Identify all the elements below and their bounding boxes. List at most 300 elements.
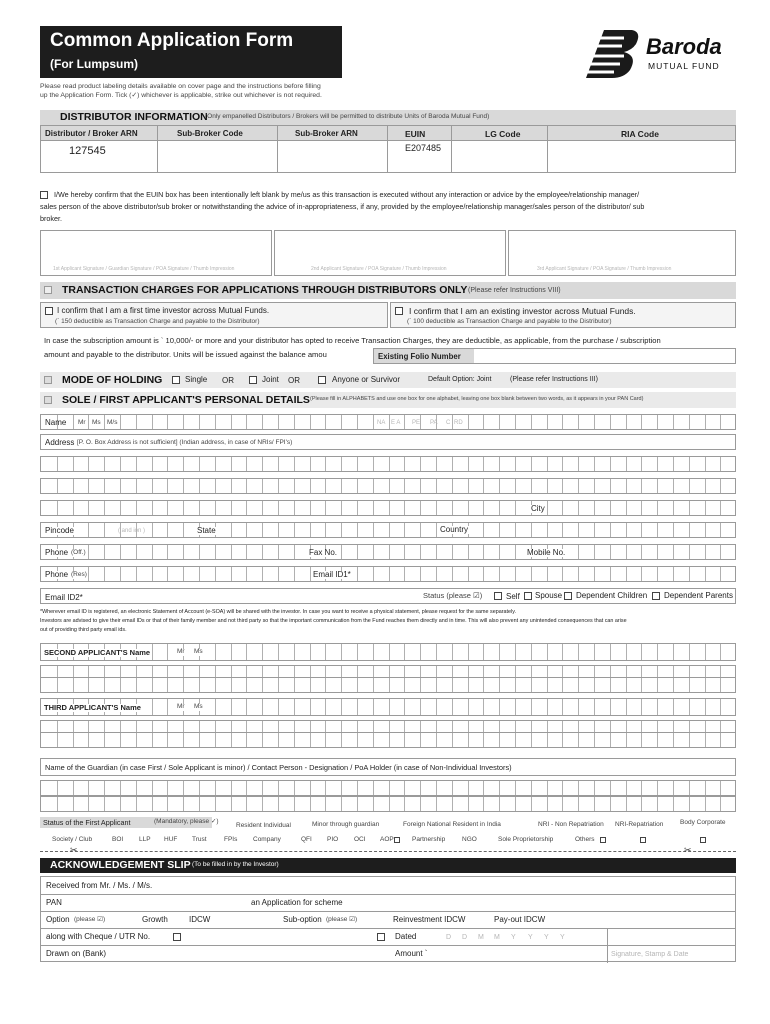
char-box-divider (657, 678, 658, 692)
char-box-divider (104, 523, 105, 537)
char-box-divider (183, 797, 184, 811)
char-box-divider (136, 545, 137, 559)
name-label: Name (45, 418, 67, 427)
second-applicant-grid-3[interactable] (40, 677, 736, 693)
char-box-divider (689, 501, 690, 515)
char-box-divider (294, 523, 295, 537)
guardian-grid-2[interactable] (40, 796, 736, 812)
scissor-icon-left: ✂ (70, 845, 78, 855)
char-box-divider (562, 644, 563, 660)
scissor-icon-right: ✂ (684, 845, 692, 855)
char-box-divider (705, 479, 706, 493)
char-box-divider (594, 479, 595, 493)
char-box-divider (152, 797, 153, 811)
status-aop-checkbox[interactable] (394, 837, 400, 843)
char-box-divider (373, 699, 374, 715)
phone-off-grid[interactable] (40, 544, 736, 560)
phone-res-label: Phone (45, 570, 69, 579)
char-box-divider (246, 457, 247, 471)
char-box-divider (341, 523, 342, 537)
char-box-divider (610, 457, 611, 471)
char-box-divider (136, 501, 137, 515)
char-box-divider (325, 479, 326, 493)
char-box-divider (120, 567, 121, 581)
char-box-divider (626, 678, 627, 692)
char-box-divider (689, 479, 690, 493)
char-box-divider (389, 457, 390, 471)
or-label-2: OR (288, 376, 300, 385)
city-label: City (531, 504, 545, 513)
char-box-divider (215, 415, 216, 429)
char-box-divider (325, 644, 326, 660)
char-box-divider (499, 415, 500, 429)
char-box-divider (231, 797, 232, 811)
char-box-divider (199, 479, 200, 493)
char-box-divider (325, 781, 326, 795)
status-others-checkbox[interactable] (600, 837, 606, 843)
char-box-divider (246, 733, 247, 747)
char-box-divider (246, 699, 247, 715)
char-box-divider (673, 415, 674, 429)
distributor-table (40, 125, 736, 173)
char-box-divider (641, 699, 642, 715)
char-box-divider (215, 644, 216, 660)
char-box-divider (547, 699, 548, 715)
char-box-divider (262, 678, 263, 692)
ack-amount: Amount ` (395, 949, 428, 958)
char-box-divider (420, 781, 421, 795)
char-box-divider (499, 523, 500, 537)
char-box-divider (436, 699, 437, 715)
char-box-divider (657, 523, 658, 537)
char-box-divider (404, 797, 405, 811)
char-box-divider (594, 678, 595, 692)
char-box-divider (673, 501, 674, 515)
char-box-divider (594, 797, 595, 811)
char-box-divider (294, 457, 295, 471)
char-box-divider (278, 501, 279, 515)
euin-declaration-checkbox[interactable] (40, 191, 48, 199)
char-box-divider (278, 678, 279, 692)
address-grid-1[interactable] (40, 456, 736, 472)
char-box-divider (594, 545, 595, 559)
char-box-divider (373, 781, 374, 795)
second-applicant-grid-1[interactable] (40, 643, 736, 661)
char-box-divider (673, 678, 674, 692)
char-box-divider (246, 644, 247, 660)
char-box-divider (325, 457, 326, 471)
pincode-grid[interactable] (40, 522, 736, 538)
status-oci: OCI (354, 836, 366, 843)
char-box-divider (673, 567, 674, 581)
char-box-divider (499, 479, 500, 493)
char-box-divider (689, 678, 690, 692)
char-box-divider (610, 415, 611, 429)
char-box-divider (705, 457, 706, 471)
email2-row[interactable] (40, 588, 736, 604)
char-box-divider (325, 523, 326, 537)
char-box-divider (88, 567, 89, 581)
char-box-divider (152, 457, 153, 471)
char-box-divider (88, 479, 89, 493)
char-box-divider (626, 733, 627, 747)
char-box-divider (262, 523, 263, 537)
char-box-divider (515, 523, 516, 537)
char-box-divider (420, 678, 421, 692)
char-box-divider (325, 501, 326, 515)
char-box-divider (294, 678, 295, 692)
char-box-divider (152, 523, 153, 537)
name-faint-1: NA (377, 420, 386, 426)
signature-box-second[interactable] (274, 230, 506, 276)
char-box-divider (562, 457, 563, 471)
existing-note: (` 100 deductible as Transaction Charge and payable to the Distributor) (407, 318, 612, 325)
char-box-divider (404, 781, 405, 795)
status-others: Others (575, 836, 595, 843)
char-box-divider (294, 545, 295, 559)
char-box-divider (373, 678, 374, 692)
distributor-title: DISTRIBUTOR INFORMATION (60, 111, 208, 123)
char-box-divider (404, 457, 405, 471)
char-box-divider (673, 699, 674, 715)
mobile-label: Mobile No. (527, 548, 566, 557)
char-box-divider (167, 797, 168, 811)
char-box-divider (357, 733, 358, 747)
char-box-divider (294, 644, 295, 660)
third-applicant-label: THIRD APPLICANT'S Name (44, 703, 141, 712)
char-box-divider (515, 501, 516, 515)
char-box-divider (705, 699, 706, 715)
char-box-divider (705, 733, 706, 747)
char-box-divider (73, 797, 74, 811)
char-box-divider (357, 415, 358, 429)
phone-res-sub: (Res) (71, 571, 87, 578)
status-foreign: Foreign National Resident in India (403, 821, 501, 828)
first-time-note: (` 150 deductible as Transaction Charge and payable to the Distributor) (55, 318, 260, 325)
char-box-divider (578, 523, 579, 537)
char-box-divider (705, 567, 706, 581)
char-box-divider (626, 415, 627, 429)
arn-value[interactable]: 127545 (69, 145, 106, 157)
country-label: Country (440, 525, 469, 534)
char-box-divider (720, 523, 721, 537)
char-box-divider (278, 644, 279, 660)
email-note-line-2: Investors are advised to give their email IDs or that of their family member and not third party so that the important communication from the Fund reaches them directly and in time. This will also prevent any unintended consequences that can arise (40, 618, 627, 624)
char-box-divider (689, 523, 690, 537)
status-fpis: FPIs (224, 836, 238, 843)
char-box-divider (705, 678, 706, 692)
phone-off-sub: (Off.) (71, 549, 86, 556)
dep-children-checkbox[interactable] (564, 592, 572, 600)
name-grid[interactable] (40, 414, 736, 430)
char-box-divider (468, 678, 469, 692)
char-box-divider (104, 678, 105, 692)
char-box-divider (57, 479, 58, 493)
char-box-divider (610, 781, 611, 795)
char-box-divider (152, 567, 153, 581)
char-box-divider (183, 678, 184, 692)
char-box-divider (262, 501, 263, 515)
status-pio: PIO (327, 836, 339, 843)
char-box-divider (389, 567, 390, 581)
char-box-divider (641, 797, 642, 811)
char-box-divider (452, 479, 453, 493)
char-box-divider (57, 781, 58, 795)
second-ms: Ms (194, 648, 203, 655)
euin-decl-line-3: broker. (40, 214, 62, 223)
default-option: Default Option: Joint (428, 376, 492, 383)
status-ngo: NGO (462, 836, 477, 843)
char-box-divider (499, 644, 500, 660)
existing-folio-box[interactable] (373, 348, 736, 364)
char-box-divider (246, 781, 247, 795)
char-box-divider (468, 479, 469, 493)
ack-cheque-checkbox[interactable] (173, 933, 181, 941)
char-box-divider (104, 545, 105, 559)
char-box-divider (531, 479, 532, 493)
ack-date-m1: M (478, 934, 484, 941)
euin-decl-line-2: sales person of the above distributor/sub broker or notwithstanding the advice of in-appropriateness, if any, provided by the employee/relationship manager/sales person of the distributor/ sub (40, 202, 645, 211)
char-box-divider (183, 733, 184, 747)
char-box-divider (578, 699, 579, 715)
char-box-divider (641, 523, 642, 537)
char-box-divider (594, 644, 595, 660)
applicant-band-checkbox[interactable] (44, 396, 52, 404)
joint-checkbox[interactable] (249, 376, 257, 384)
char-box-divider (294, 567, 295, 581)
char-box-divider (705, 523, 706, 537)
char-box-divider (578, 479, 579, 493)
ack-received: Received from Mr. / Ms. / M/s. (46, 881, 153, 890)
char-box-divider (246, 797, 247, 811)
status-extra-checkbox[interactable] (700, 837, 706, 843)
char-box-divider (215, 501, 216, 515)
char-box-divider (262, 781, 263, 795)
char-box-divider (515, 644, 516, 660)
applicant-title: SOLE / FIRST APPLICANT'S PERSONAL DETAILS (62, 394, 310, 406)
char-box-divider (294, 781, 295, 795)
char-box-divider (657, 699, 658, 715)
dep-parents-label: Dependent Parents (664, 591, 733, 600)
char-box-divider (578, 457, 579, 471)
char-box-divider (88, 781, 89, 795)
char-box-divider (120, 457, 121, 471)
instructions-line-2: up the Application Form. Tick (✓) whichever is applicable, strike out whichever is not required. (40, 92, 322, 99)
char-box-divider (73, 479, 74, 493)
char-box-divider (341, 415, 342, 429)
signature-first-label: 1st Applicant Signature / Guardian Signature / POA Signature / Thumb Impression (53, 266, 235, 272)
char-box-divider (578, 644, 579, 660)
char-box-divider (73, 733, 74, 747)
status-please: Status (please ☑) (423, 591, 483, 600)
char-box-divider (231, 678, 232, 692)
char-box-divider (215, 567, 216, 581)
char-box-divider (341, 797, 342, 811)
char-box-divider (547, 678, 548, 692)
char-box-divider (499, 733, 500, 747)
char-box-divider (278, 733, 279, 747)
char-box-divider (657, 545, 658, 559)
char-box-divider (720, 699, 721, 715)
char-box-divider (483, 797, 484, 811)
char-box-divider (641, 644, 642, 660)
ack-suboption: Sub-option (283, 915, 322, 924)
char-box-divider (310, 567, 311, 581)
name-faint-5: C (446, 420, 451, 426)
address-label-row (40, 434, 736, 450)
char-box-divider (294, 797, 295, 811)
address-grid-2[interactable] (40, 478, 736, 494)
char-box-divider (531, 797, 532, 811)
third-applicant-grid-1[interactable] (40, 698, 736, 716)
char-box-divider (420, 545, 421, 559)
third-applicant-grid-3[interactable] (40, 732, 736, 748)
self-checkbox[interactable] (494, 592, 502, 600)
ack-dated-checkbox[interactable] (377, 933, 385, 941)
char-box-divider (420, 699, 421, 715)
status-partnership: Partnership (412, 836, 446, 843)
char-box-divider (515, 797, 516, 811)
char-box-divider (278, 699, 279, 715)
address-grid-3[interactable] (40, 500, 736, 516)
char-box-divider (341, 781, 342, 795)
pincode-faint: ( and ion ) (118, 528, 146, 534)
form-title-block (40, 26, 342, 78)
char-box-divider (515, 678, 516, 692)
distributor-band (40, 110, 736, 125)
status-body-corporate-checkbox[interactable] (640, 837, 646, 843)
char-box-divider (420, 457, 421, 471)
char-box-divider (167, 457, 168, 471)
char-box-divider (294, 415, 295, 429)
spouse-checkbox[interactable] (524, 592, 532, 600)
char-box-divider (578, 545, 579, 559)
col-arn: Distributor / Broker ARN (45, 129, 138, 138)
existing-checkbox[interactable] (395, 307, 403, 315)
char-box-divider (673, 797, 674, 811)
char-box-divider (420, 501, 421, 515)
char-box-divider (231, 501, 232, 515)
ack-note: (To be filled in by the Investor) (192, 861, 279, 868)
char-box-divider (73, 415, 74, 429)
signature-box-first[interactable] (40, 230, 272, 276)
char-box-divider (499, 501, 500, 515)
dep-children-label: Dependent Children (576, 591, 648, 600)
char-box-divider (104, 733, 105, 747)
char-box-divider (578, 733, 579, 747)
char-box-divider (357, 567, 358, 581)
baroda-logo-icon (584, 28, 644, 80)
holding-band-checkbox[interactable] (44, 376, 52, 384)
logo-sub: MUTUAL FUND (648, 61, 720, 71)
char-box-divider (610, 733, 611, 747)
logo-name: Baroda (646, 34, 722, 59)
first-time-checkbox[interactable] (45, 307, 53, 315)
char-box-divider (310, 797, 311, 811)
char-box-divider (310, 699, 311, 715)
dep-parents-checkbox[interactable] (652, 592, 660, 600)
char-box-divider (578, 501, 579, 515)
char-box-divider (199, 733, 200, 747)
char-box-divider (183, 567, 184, 581)
char-box-divider (515, 479, 516, 493)
first-time-box (40, 302, 388, 328)
char-box-divider (420, 567, 421, 581)
char-box-divider (73, 678, 74, 692)
signature-box-third[interactable] (508, 230, 736, 276)
euin-value[interactable]: E207485 (405, 143, 442, 153)
char-box-divider (404, 678, 405, 692)
char-box-divider (246, 501, 247, 515)
char-box-divider (483, 501, 484, 515)
char-box-divider (262, 797, 263, 811)
anyone-label: Anyone or Survivor (332, 375, 401, 384)
char-box-divider (452, 415, 453, 429)
anyone-checkbox[interactable] (318, 376, 326, 384)
char-box-divider (215, 457, 216, 471)
char-box-divider (136, 457, 137, 471)
char-box-divider (720, 644, 721, 660)
signature-second-label: 2nd Applicant Signature / POA Signature / Thumb Impression (311, 266, 447, 272)
status-section (40, 817, 736, 847)
char-box-divider (104, 479, 105, 493)
char-box-divider (594, 567, 595, 581)
char-box-divider (88, 457, 89, 471)
char-box-divider (673, 781, 674, 795)
char-box-divider (88, 523, 89, 537)
char-box-divider (483, 523, 484, 537)
char-box-divider (167, 415, 168, 429)
char-box-divider (720, 479, 721, 493)
ack-option: Option (46, 915, 70, 924)
char-box-divider (310, 781, 311, 795)
char-box-divider (104, 781, 105, 795)
phone-off-label: Phone (45, 548, 69, 557)
phone-res-grid[interactable] (40, 566, 736, 582)
char-box-divider (483, 644, 484, 660)
holding-band (40, 372, 736, 388)
char-box-divider (325, 699, 326, 715)
name-mr: Mr (78, 419, 86, 426)
char-box-divider (167, 781, 168, 795)
col-subbroker-arn: Sub-Broker ARN (295, 129, 358, 138)
char-box-divider (310, 644, 311, 660)
char-box-divider (610, 567, 611, 581)
char-box-divider (199, 501, 200, 515)
char-box-divider (499, 678, 500, 692)
char-box-divider (183, 501, 184, 515)
char-box-divider (657, 781, 658, 795)
char-box-divider (262, 733, 263, 747)
email2-label: Email ID2* (45, 593, 83, 602)
char-box-divider (373, 415, 374, 429)
char-box-divider (310, 501, 311, 515)
char-box-divider (389, 479, 390, 493)
char-box-divider (389, 415, 390, 429)
char-box-divider (436, 781, 437, 795)
char-box-divider (483, 567, 484, 581)
char-box-divider (231, 781, 232, 795)
char-box-divider (515, 567, 516, 581)
single-checkbox[interactable] (172, 376, 180, 384)
char-box-divider (641, 567, 642, 581)
char-box-divider (341, 678, 342, 692)
transaction-band-checkbox[interactable] (44, 286, 52, 294)
char-box-divider (610, 501, 611, 515)
guardian-grid-1[interactable] (40, 780, 736, 796)
char-box-divider (215, 781, 216, 795)
char-box-divider (452, 567, 453, 581)
